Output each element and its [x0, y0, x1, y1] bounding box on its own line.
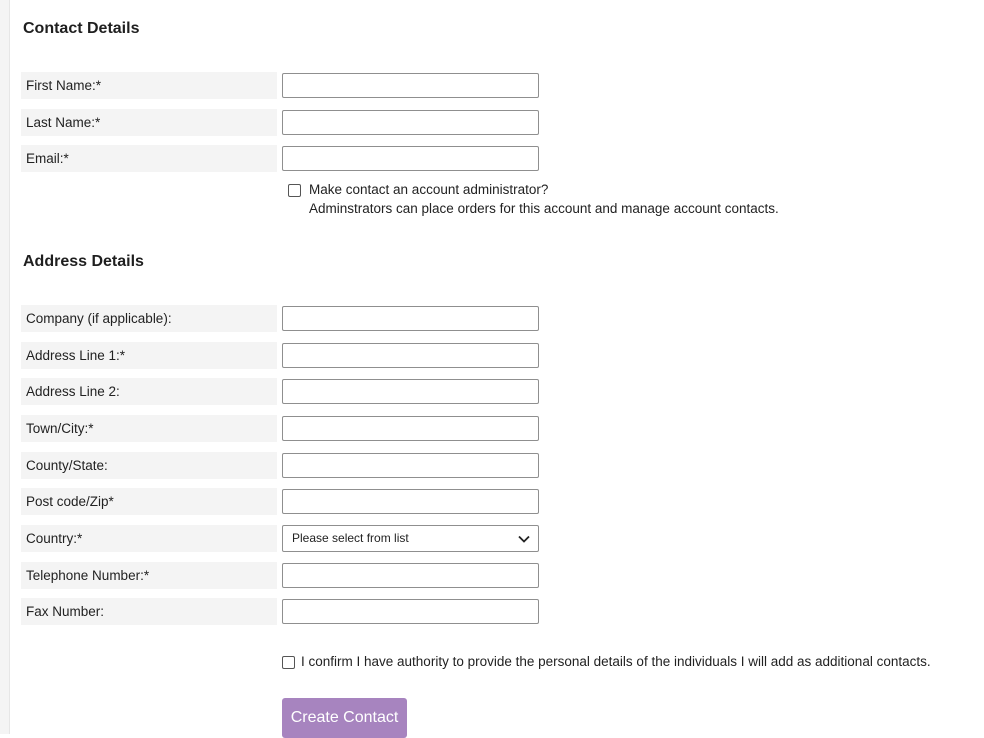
company-row	[21, 305, 984, 332]
contact-details-heading: Contact Details	[23, 20, 140, 37]
fax-label: Fax Number:	[21, 598, 277, 625]
country-row	[21, 525, 984, 552]
page-edge-divider	[9, 0, 10, 734]
first-name-label: First Name:*	[21, 72, 277, 99]
admin-checkbox-label: Make contact an account administrator?	[309, 182, 549, 197]
address-line-1-label: Address Line 1:*	[21, 342, 277, 369]
chevron-down-icon	[518, 535, 530, 543]
email-label: Email:*	[21, 145, 277, 172]
county-state-row	[21, 452, 984, 479]
country-select[interactable]	[282, 525, 539, 552]
company-input[interactable]	[282, 306, 539, 331]
confirm-authority-label: I confirm I have authority to provide the personal details of the individuals I will add as additional contacts.	[301, 654, 931, 669]
telephone-row	[21, 562, 984, 589]
last-name-label: Last Name:*	[21, 109, 277, 136]
county-state-input[interactable]	[282, 453, 539, 478]
country-label: Country:*	[21, 525, 277, 552]
first-name-input[interactable]	[282, 73, 539, 98]
postcode-label: Post code/Zip*	[21, 488, 277, 515]
admin-checkbox[interactable]	[288, 184, 301, 197]
address-line-1-row	[21, 342, 984, 369]
postcode-input[interactable]	[282, 489, 539, 514]
confirm-authority-checkbox[interactable]	[282, 656, 295, 669]
county-state-label: County/State:	[21, 452, 277, 479]
address-details-heading: Address Details	[23, 253, 144, 270]
country-select-value: Please select from list	[292, 531, 409, 545]
telephone-label: Telephone Number:*	[21, 562, 277, 589]
company-label: Company (if applicable):	[21, 305, 277, 332]
email-row	[21, 145, 984, 172]
town-city-input[interactable]	[282, 416, 539, 441]
fax-row	[21, 598, 984, 625]
last-name-row	[21, 109, 984, 136]
fax-input[interactable]	[282, 599, 539, 624]
admin-checkbox-note: Adminstrators can place orders for this account and manage account contacts.	[309, 201, 779, 216]
telephone-input[interactable]	[282, 563, 539, 588]
town-city-label: Town/City:*	[21, 415, 277, 442]
postcode-row	[21, 488, 984, 515]
address-line-2-label: Address Line 2:	[21, 378, 277, 405]
email-input[interactable]	[282, 146, 539, 171]
address-line-2-row	[21, 378, 984, 405]
last-name-input[interactable]	[282, 110, 539, 135]
create-contact-button[interactable]: Create Contact	[282, 698, 407, 738]
first-name-row	[21, 72, 984, 99]
address-line-2-input[interactable]	[282, 379, 539, 404]
town-city-row	[21, 415, 984, 442]
address-line-1-input[interactable]	[282, 343, 539, 368]
page-edge	[0, 0, 9, 734]
